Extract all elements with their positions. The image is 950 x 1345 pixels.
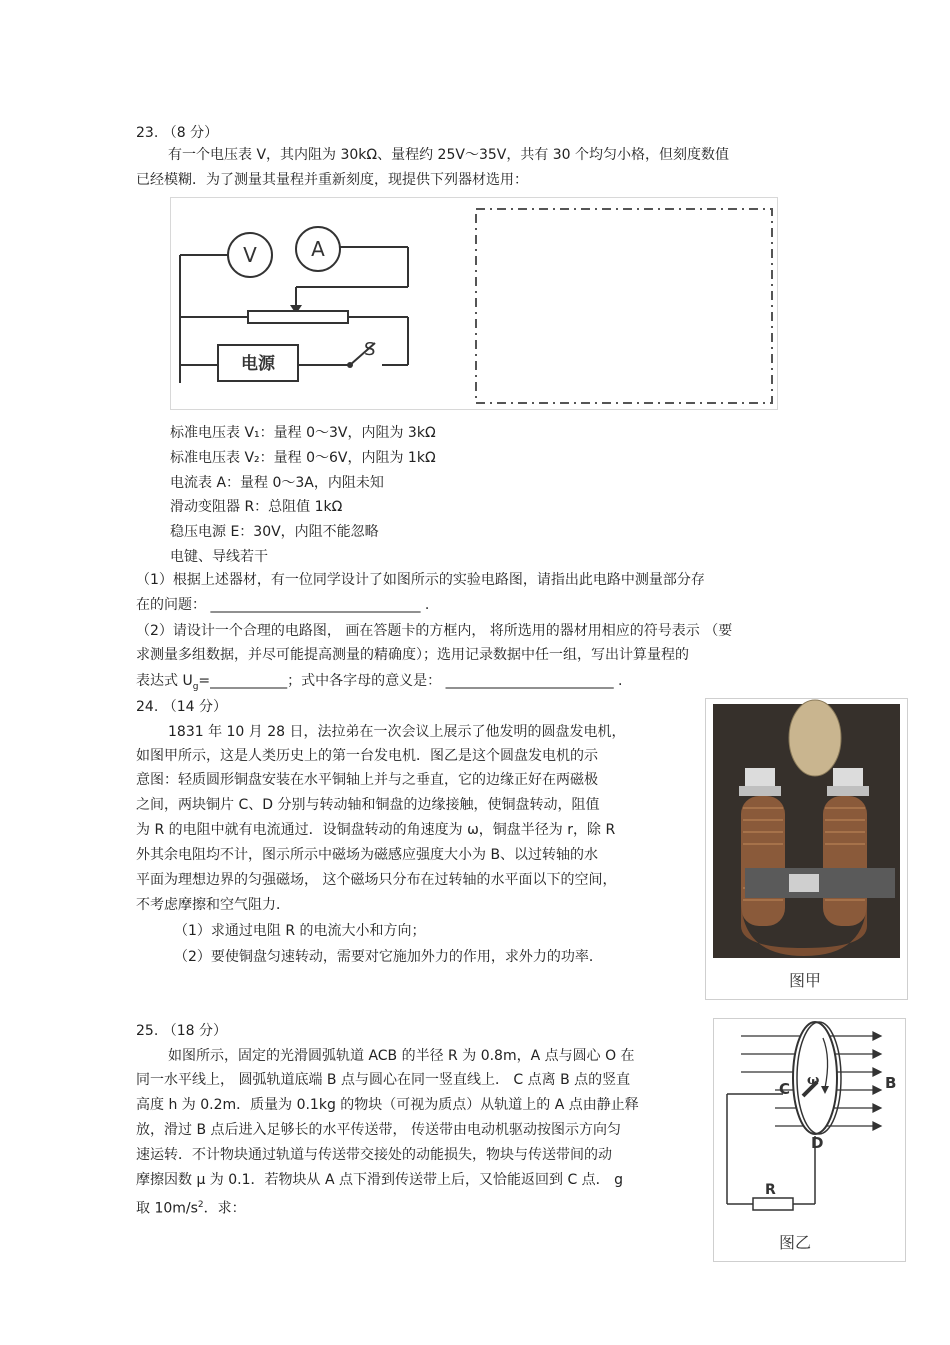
resistor-icon bbox=[753, 1198, 793, 1210]
expression-subscript: g bbox=[192, 681, 199, 692]
equipment-item-5: 稳压电源 E：30V，内阻不能忽略 bbox=[170, 524, 379, 540]
q24-sub1: （1）求通过电阻 R 的电流大小和方向； bbox=[174, 923, 426, 939]
rheostat-icon bbox=[248, 311, 348, 323]
q24-sub2: （2）要使铜盘匀速转动，需要对它施加外力的作用，求外力的功率． bbox=[174, 949, 603, 965]
q25-last-rest: ．求： bbox=[203, 1200, 246, 1217]
label-d: D bbox=[811, 1134, 824, 1152]
q24-line6: 外其余电阻均不计，图示所示中磁场为磁感应强度大小为 B、以过转轴的水 bbox=[136, 847, 599, 863]
q23-heading: 23. （8 分） bbox=[136, 125, 219, 141]
q23-circuit-figure bbox=[170, 197, 778, 410]
ammeter-label: A bbox=[311, 237, 325, 261]
q24-line8: 不考虑摩擦和空气阻力． bbox=[136, 897, 290, 913]
q23-sub2-line3 bbox=[136, 672, 623, 696]
q24-line1: 1831 年 10 月 28 日，法拉弟在一次会议上展示了他发明的圆盘发电机， bbox=[168, 724, 626, 740]
q25-line1: 如图所示，固定的光滑圆弧轨道 ACB 的半径 R 为 0.8m，A 点与圆心 O 在 bbox=[168, 1048, 635, 1064]
q25-line2: 同一水平线上， 圆弧轨道底端 B 点与圆心在同一竖直线上． C 点离 B 点的竖直 bbox=[136, 1072, 631, 1088]
q23-sub2-line1: （2）请设计一个合理的电路图， 画在答题卡的方框内， 将所选用的器材用相应的符号表示 （要 bbox=[136, 623, 733, 639]
q24-line7: 平面为理想边界的匀强磁场， 这个磁场只分布在过转轴的水平面以下的空间， bbox=[136, 872, 617, 888]
q24-line2: 如图甲所示，这是人类历史上的第一台发电机．图乙是这个圆盘发电机的示 bbox=[136, 748, 598, 764]
q24-line4: 之间，两块铜片 C、D 分别与转动轴和铜盘的边缘接触，使铜盘转动，阻值 bbox=[136, 797, 600, 813]
equipment-item-3: 电流表 A：量程 0～3A，内阻未知 bbox=[170, 475, 384, 491]
q25-last-prefix: 取 10m/s bbox=[136, 1200, 198, 1217]
q24-line3: 意图：轻质圆形铜盘安装在水平铜轴上并与之垂直，它的边缘正好在两磁极 bbox=[136, 772, 598, 788]
figure-yi-diagram bbox=[713, 1018, 906, 1262]
q25-line7 bbox=[136, 1196, 246, 1218]
q25-heading: 25. （18 分） bbox=[136, 1023, 227, 1039]
power-source-label: 电源 bbox=[241, 354, 275, 374]
label-omega: ω bbox=[807, 1073, 820, 1088]
label-b: B bbox=[885, 1074, 897, 1092]
voltmeter-label: V bbox=[243, 243, 257, 267]
label-r: R bbox=[765, 1182, 776, 1198]
q23-sub1-line2: 在的问题： ______________________________ . bbox=[136, 597, 430, 613]
q23-para-line2: 已经模糊．为了测量其量程并重新刻度，现提供下列器材选用： bbox=[136, 172, 528, 188]
figure-jia-photo bbox=[705, 698, 908, 1000]
equipment-item-1: 标准电压表 V₁：量程 0～3V，内阻为 3kΩ bbox=[170, 425, 436, 441]
equipment-item-6: 电键、导线若干 bbox=[170, 549, 268, 565]
q25-line4: 放，滑过 B 点后进入足够长的水平传送带， 传送带由电动机驱动按图示方向匀 bbox=[136, 1122, 621, 1138]
figure-jia-caption: 图甲 bbox=[788, 971, 822, 990]
q25-last-sup: 2 bbox=[197, 1200, 204, 1210]
q25-line6: 摩擦因数 μ 为 0.1．若物块从 A 点下滑到传送带上后，又恰能返回到 C 点． g bbox=[136, 1172, 624, 1188]
switch-label: S bbox=[364, 339, 376, 360]
equipment-item-4: 滑动变阻器 R：总阻值 1kΩ bbox=[170, 499, 343, 515]
expression-rest: =___________；式中各字母的意义是： ________________________ . bbox=[198, 673, 623, 689]
q23-para-line1: 有一个电压表 V，其内阻为 30kΩ、量程约 25V～35V，共有 30 个均匀小格，但刻度数值 bbox=[168, 147, 730, 163]
label-c: C bbox=[779, 1080, 791, 1098]
figure-yi-caption: 图乙 bbox=[779, 1233, 812, 1252]
expression-prefix: 表达式 U bbox=[136, 673, 193, 689]
q23-sub1-line1: （1）根据上述器材，有一位同学设计了如图所示的实验电路图，请指出此电路中测量部分存 bbox=[136, 572, 705, 588]
q25-line3: 高度 h 为 0.2m．质量为 0.1kg 的物块（可视为质点）从轨道上的 A 点由静止释 bbox=[136, 1097, 639, 1113]
q23-sub2-line2: 求测量多组数据，并尽可能提高测量的精确度）；选用记录数据中任一组，写出计算量程的 bbox=[136, 647, 689, 663]
q24-heading: 24. （14 分） bbox=[136, 699, 227, 715]
q24-line5: 为 R 的电阻中就有电流通过．设铜盘转动的角速度为 ω，铜盘半径为 r，除 R bbox=[136, 822, 616, 838]
answer-box-dashed bbox=[476, 209, 772, 403]
equipment-item-2: 标准电压表 V₂：量程 0～6V，内阻为 1kΩ bbox=[170, 450, 436, 466]
q25-line5: 速运转．不计物块通过轨道与传送带交接处的动能损失，物块与传送带间的动 bbox=[136, 1147, 612, 1163]
